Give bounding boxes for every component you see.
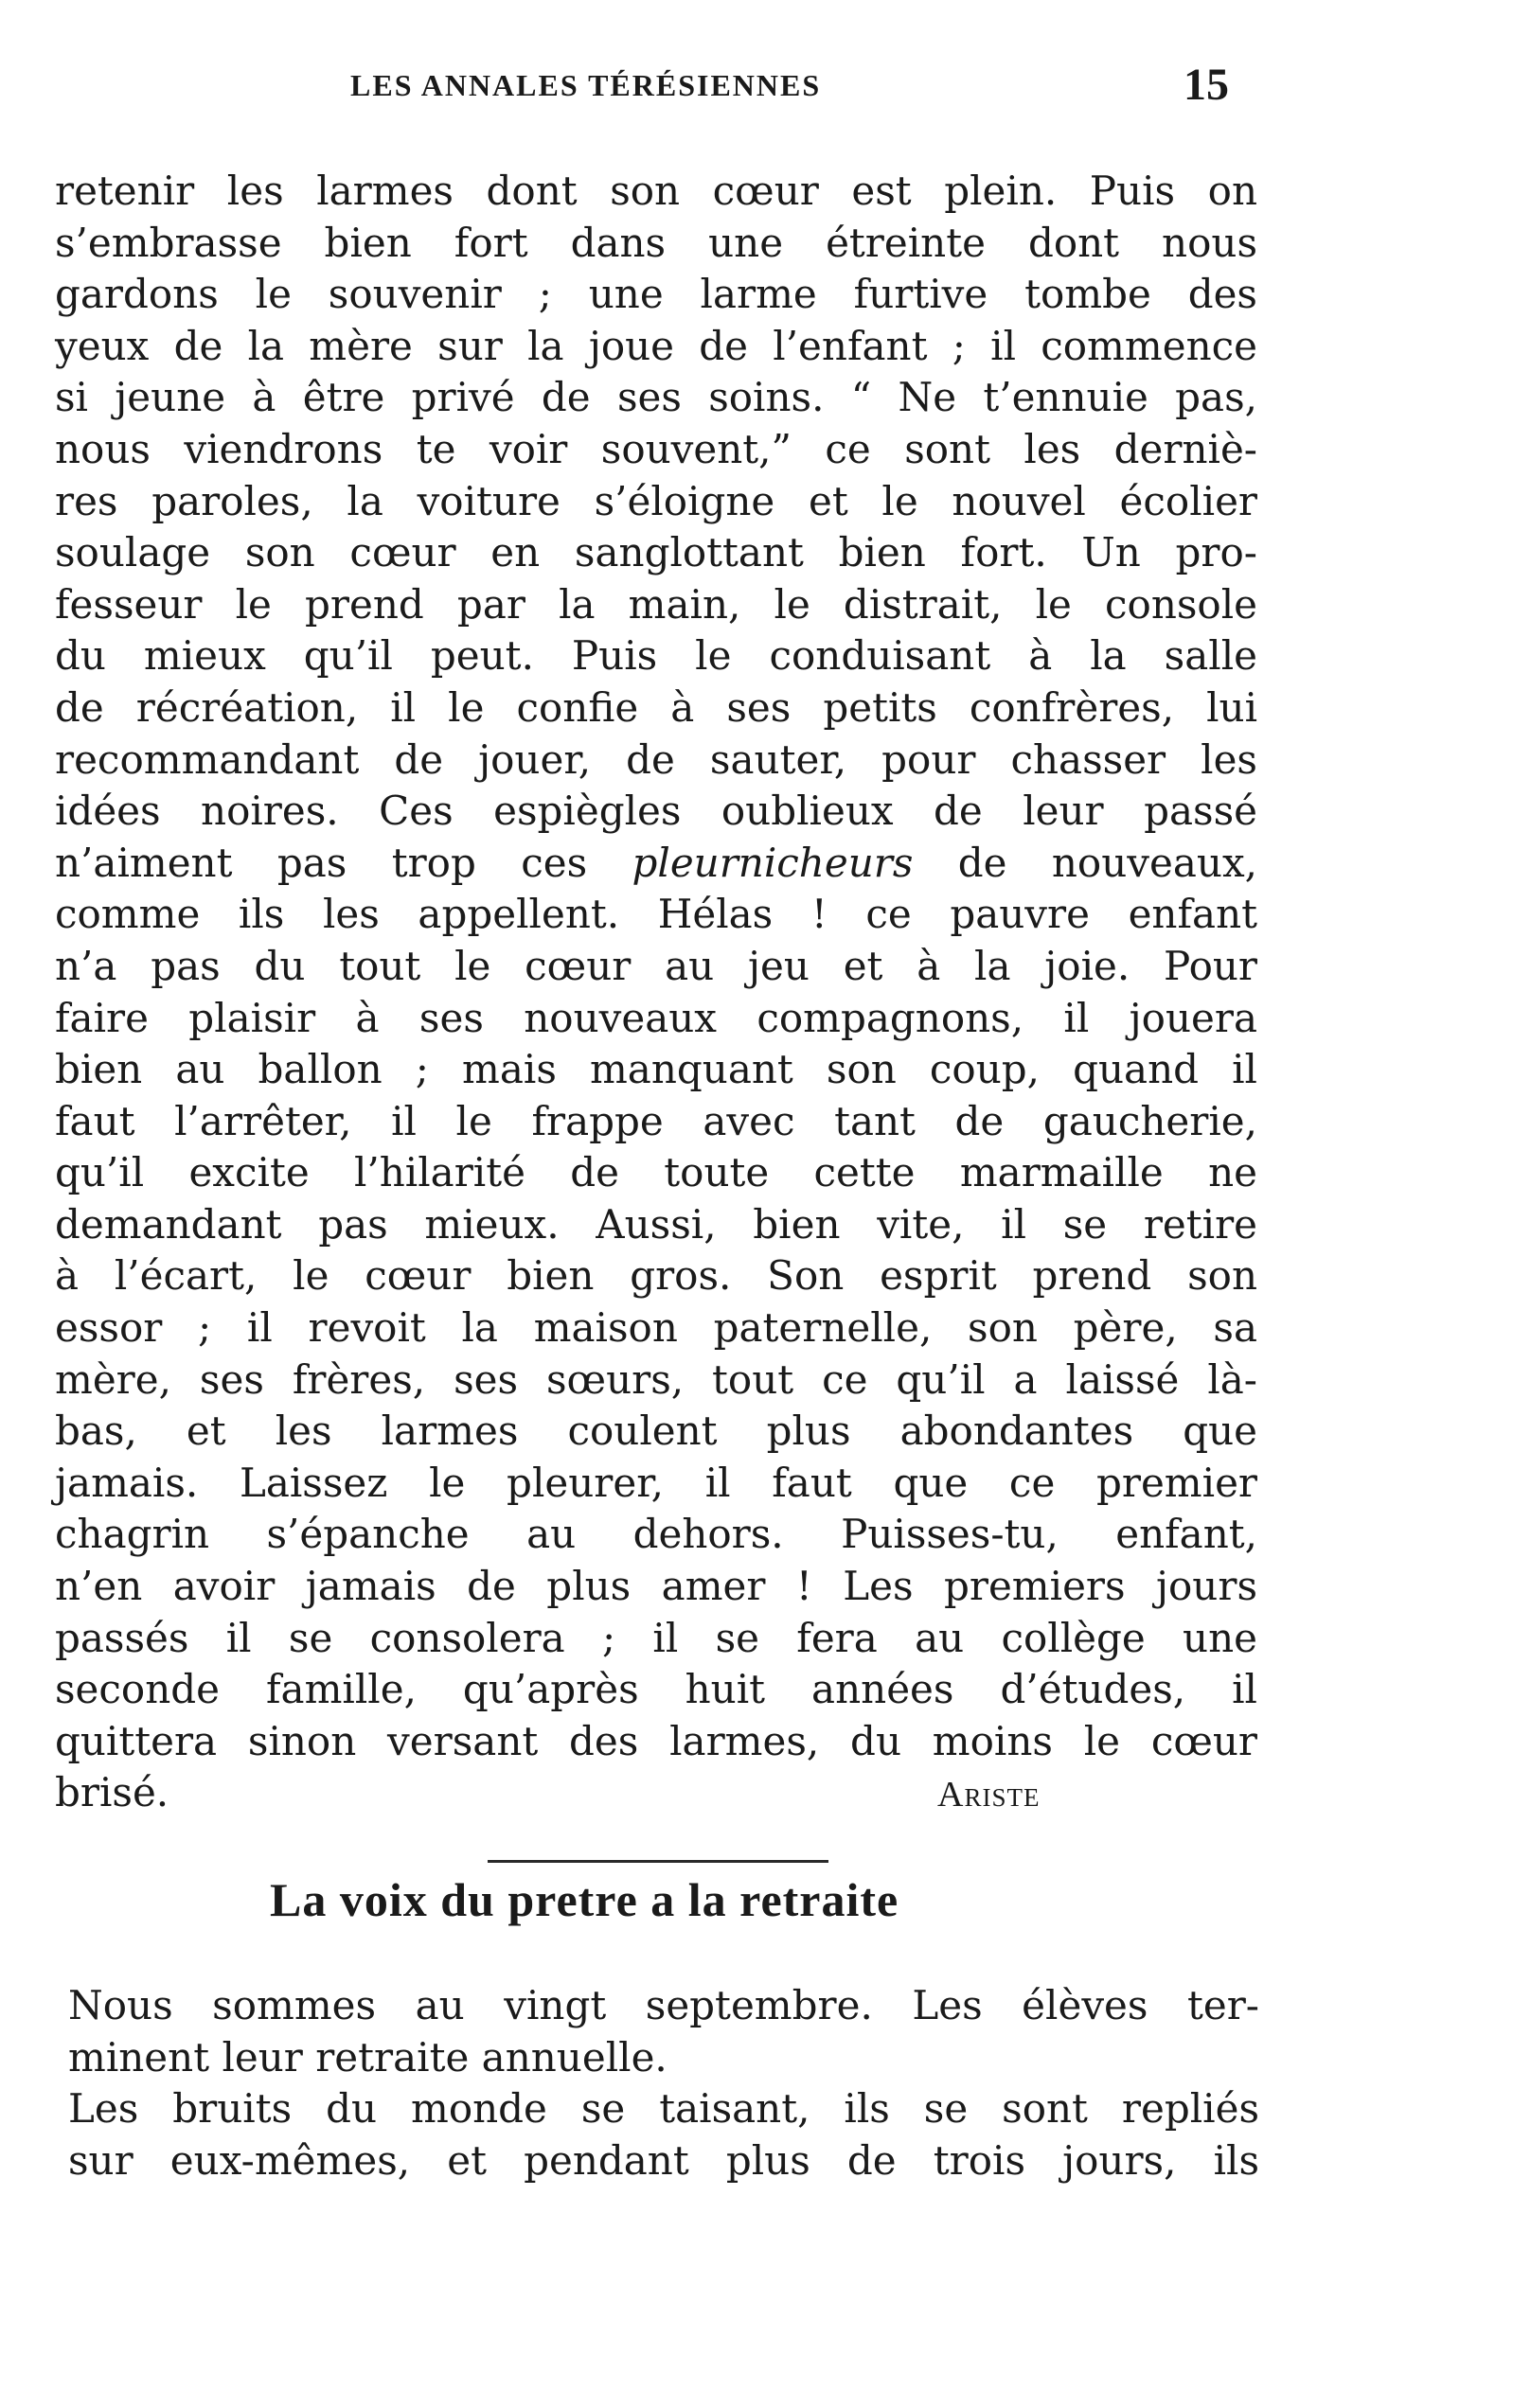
text-line: si jeune à être privé de ses soins. “ Ne t’ennuie pas,: [55, 374, 1257, 421]
text-line: de récréation, il le confie à ses petits confrères, lui: [55, 683, 1257, 731]
text-line: recommandant de jouer, de sauter, pour chasser les: [55, 735, 1257, 783]
text-line: jamais. Laissez le pleurer, il faut que ce premier: [55, 1459, 1257, 1506]
text-line: Nous sommes au vingt septembre. Les élèves ter-: [68, 1982, 1259, 2028]
section-title: La voix du pretre a la retraite: [270, 1873, 899, 1926]
text-line: s’embrasse bien fort dans une étreinte dont nous: [55, 219, 1257, 266]
text-line: retenir les larmes dont son cœur est plein. Puis on: [55, 168, 1257, 214]
article-body: [55, 166, 1257, 1819]
text-line: mère, ses frères, ses sœurs, tout ce qu’il a laissé là-: [55, 1355, 1257, 1403]
text-line: n’a pas du tout le cœur au jeu et à la joie. Pour: [55, 942, 1257, 989]
text-line: soulage son cœur en sanglottant bien fort. Un pro-: [55, 529, 1257, 576]
page-number: 15: [1184, 60, 1229, 110]
text-line: n’en avoir jamais de plus amer ! Les premiers jours: [55, 1563, 1257, 1610]
section-divider: [488, 1860, 828, 1863]
text-line: bien au ballon ; mais manquant son coup, quand il: [55, 1046, 1257, 1093]
text-line: sur eux-mêmes, et pendant plus de trois jours, ils: [68, 2136, 1259, 2184]
text-line: idées noires. Ces espiègles oublieux de leur passé: [55, 788, 1257, 835]
text-line: brisé.: [55, 1769, 169, 1816]
text-line: quittera sinon versant des larmes, du moins le cœur: [55, 1717, 1257, 1764]
text-line: nous viendrons te voir souvent,” ce sont les derniè-: [55, 425, 1257, 472]
text-line: faut l’arrêter, il le frappe avec tant de gaucherie,: [55, 1097, 1257, 1144]
author-signature: Ariste: [937, 1775, 1041, 1815]
text-line: chagrin s’épanche au dehors. Puisses-tu, enfant,: [55, 1511, 1257, 1558]
text-line: comme ils les appellent. Hélas ! ce pauvre enfant: [55, 891, 1257, 938]
italic-word: pleurnicheurs: [632, 839, 914, 886]
text-line: du mieux qu’il peut. Puis le conduisant à la salle: [55, 632, 1257, 680]
text-line: bas, et les larmes coulent plus abondantes que: [55, 1408, 1257, 1455]
text-segment: n’aiment pas trop ces: [55, 839, 632, 886]
text-line: yeux de la mère sur la joue de l’enfant ; il commence: [55, 322, 1257, 369]
text-line: essor ; il revoit la maison paternelle, son père, sa: [55, 1304, 1257, 1352]
text-line: qu’il excite l’hilarité de toute cette marmaille ne: [55, 1149, 1257, 1196]
text-line: passés il se consolera ; il se fera au collège une: [55, 1614, 1257, 1661]
text-line: minent leur retraite annuelle.: [68, 2033, 668, 2080]
text-line: gardons le souvenir ; une larme furtive tombe des: [55, 271, 1257, 318]
text-line: Les bruits du monde se taisant, ils se sont repliés: [68, 2085, 1259, 2133]
text-segment: de nouveaux,: [913, 839, 1257, 886]
running-title: LES ANNALES TÉRÉSIENNES: [350, 68, 822, 102]
text-line: à l’écart, le cœur bien gros. Son esprit prend son: [55, 1252, 1257, 1300]
text-line: demandant pas mieux. Aussi, bien vite, il se retire: [55, 1200, 1257, 1248]
text-line: fesseur le prend par la main, le distrait, le console: [55, 580, 1257, 628]
text-line: seconde famille, qu’après huit années d’études, il: [55, 1666, 1257, 1713]
text-line: res paroles, la voiture s’éloigne et le nouvel écolier: [55, 477, 1257, 524]
article-body-2: [68, 1980, 1259, 2187]
text-line-with-italic: [55, 838, 1257, 890]
text-line: faire plaisir à ses nouveaux compagnons, il jouera: [55, 994, 1257, 1041]
